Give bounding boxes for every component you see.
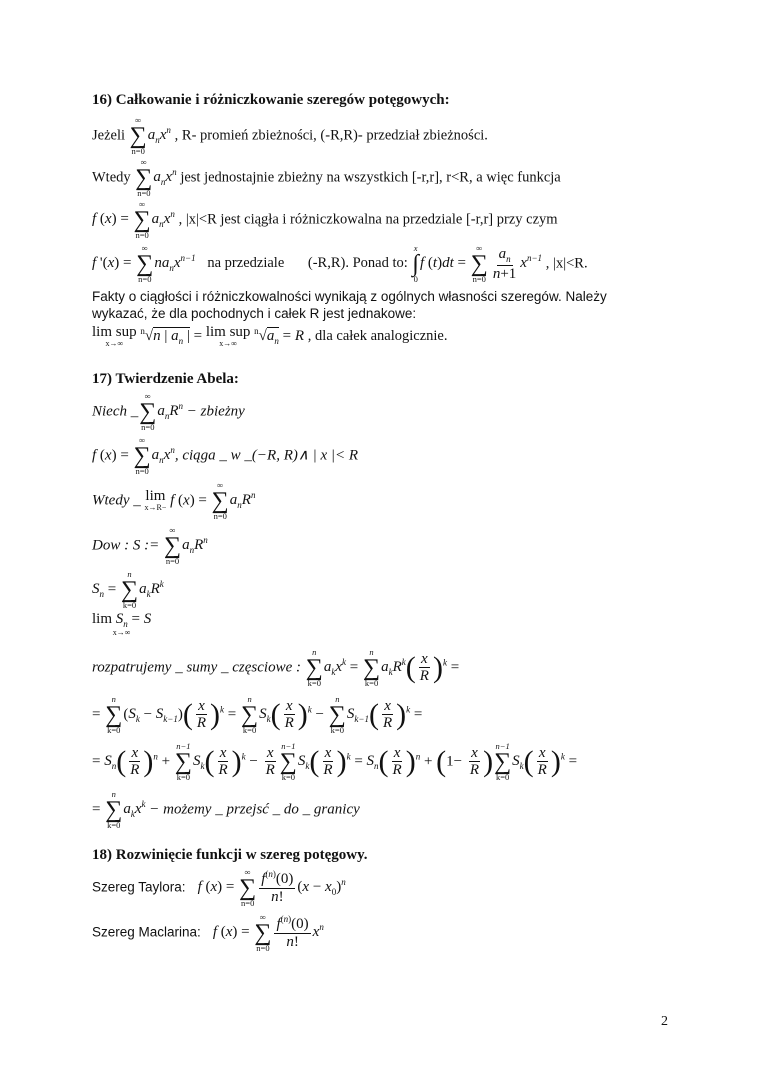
section-17-heading: 17) Twierdzenie Abela: [92,371,239,387]
text-radius-desc: , R- promień zbieżności, (-R,R)- przedział zbieżności. [174,127,488,144]
s17-niech: Niech _ ∞ ∑ n=0 $a_nR^n$ − zbieżny [92,391,245,433]
taylor-label: Szereg Taylora: [92,879,186,895]
formula-derivative: f '(x) = ∞ ∑ n=0 $na_nx^{n-1}$ [92,243,196,285]
s16-line-4 [92,244,588,284]
text-ciagla: , ciąga _ w _(−R, R)∧ | x |< R [174,447,359,464]
s18-maclarin [92,913,324,953]
page-number: 2 [661,1014,668,1029]
s17-dow: Dow : S := ∞ ∑ n=0 $a_nR^n$ [92,525,208,567]
text-continuous: , |x|<R jest ciągła i różniczkowalna na przedziale [-r,r] przy czym [178,211,558,228]
text-wtedy-17: Wtedy _ [92,492,141,509]
formula-sum-anxn: ∞ ∑ n=0 $a_nx^n$ [129,115,171,157]
text-zbiezny: − zbieżny [186,403,245,420]
text-rozpatrujemy: rozpatrujemy _ sumy _ częsciowe : [92,659,301,676]
s16-paragraph-2: wykazać, że dla pochodnych i całek R jest jednakowe: [92,306,417,321]
s16-paragraph-1: Fakty o ciągłości i różniczkowalności wynikają z ogólnych własności szeregów. Należy [92,289,607,304]
s17-wtedy: Wtedy _ lim x→R− f (x) = ∞ ∑ n=0 $a_nR^n$ [92,480,256,522]
text-uniform: jest jednostajnie zbieżny na wszystkich [-r,r], r<R, a więc funkcja [180,169,561,186]
s17-abel-step-1: = n ∑ k=0 $(S_k - S_{k-1})$( $\frac{x}{R}$ )$^k$ = n ∑ k=0 $S_k$( $\frac{x}{R}$ )$^k$ − n ∑ k=0 $S_{k-1}$( $\frac{x}{R}$ )$^k$ = [92,694,423,736]
text-niech: Niech _ [92,403,139,420]
text-moreover: (-R,R). Ponad to: [307,255,408,272]
formula-integral: x ∫ 0 f (t)dt = ∞ ∑ n=0 $\frac{a_n}{n+1}$ $x^{n-1}$ [412,243,543,285]
text-dow: Dow : S := [92,537,160,554]
formula-fx-sum: f (x) = ∞ ∑ n=0 $a_nx^n$ [92,199,175,241]
text-abs-x: , |x|<R. [545,255,588,272]
s16-line-1 [92,116,488,156]
s16-line-7 [92,325,448,348]
text-jezeli: Jeżeli [92,127,126,144]
text-wtedy: Wtedy [92,169,131,186]
s16-line-3 [92,200,558,240]
formula-taylor: f (x) = ∞ ∑ n=0 $\frac{f^{(n)}(0)}{n!}$ $(x - x_0)^n$ [197,867,346,909]
section-18-heading: 18) Rozwinięcie funkcji w szereg potęgowy. [92,847,368,863]
s17-sn: $S_n$ = n ∑ k=0 $a_kR^k$ [92,569,164,611]
s17-abel-step-2: = $S_n$( $\frac{x}{R}$ )$^n$ + n−1 ∑ k=0 $S_k$( $\frac{x}{R}$ )$^k$ − $\frac{x}{R}$ n−1 ∑ k=0 $S_k$( $\frac{x}{R}$ )$^k = S_n$( $\frac{x}{R}$ )$^n$ + (1− $\frac{x}{R}$ ) n−1 ∑ k=0 $S_k$( $\frac{x}{R}$ )$^k$ = [92,741,578,783]
s17-partial-sums: rozpatrujemy _ sumy _ częsciowe : n ∑ k=0 $a_kx^k$ = n ∑ k=0 $a_kR^k$( $\frac{x}{R}$ )$^k$ = [92,647,460,689]
s18-taylor [92,868,346,908]
s17-lim-sn: $\lim S_n = S$ x→∞ [92,611,152,637]
formula-limsup: lim sup x→∞ $^n$√n | $a_n$ | = lim sup x→∞ $^n√a_n = R$ [92,324,305,348]
s17-fx: f (x) = ∞ ∑ n=0 $a_nx^n$, ciąga _ w _(−R, R)∧ | x |< R [92,435,359,477]
formula-sum-anxn-2: ∞ ∑ n=0 $a_nx^n$ [135,157,177,199]
text-integrals-analog: , dla całek analogicznie. [307,327,448,344]
text-mozemy: − możemy _ przejsć _ do _ granicy [149,801,360,818]
s17-conclusion: = n ∑ k=0 $a_kx^k$ − możemy _ przejsć _ do _ granicy [92,789,360,831]
text-on-interval: na przedziale [207,255,285,272]
maclarin-label: Szereg Maclarina: [92,924,201,940]
formula-maclarin: f (x) = ∞ ∑ n=0 $\frac{f^{(n)}(0)}{n!}$ $x^n$ [212,912,324,954]
section-16-heading: 16) Całkowanie i różniczkowanie szeregów potęgowych: [92,92,450,108]
s16-line-2 [92,158,561,198]
